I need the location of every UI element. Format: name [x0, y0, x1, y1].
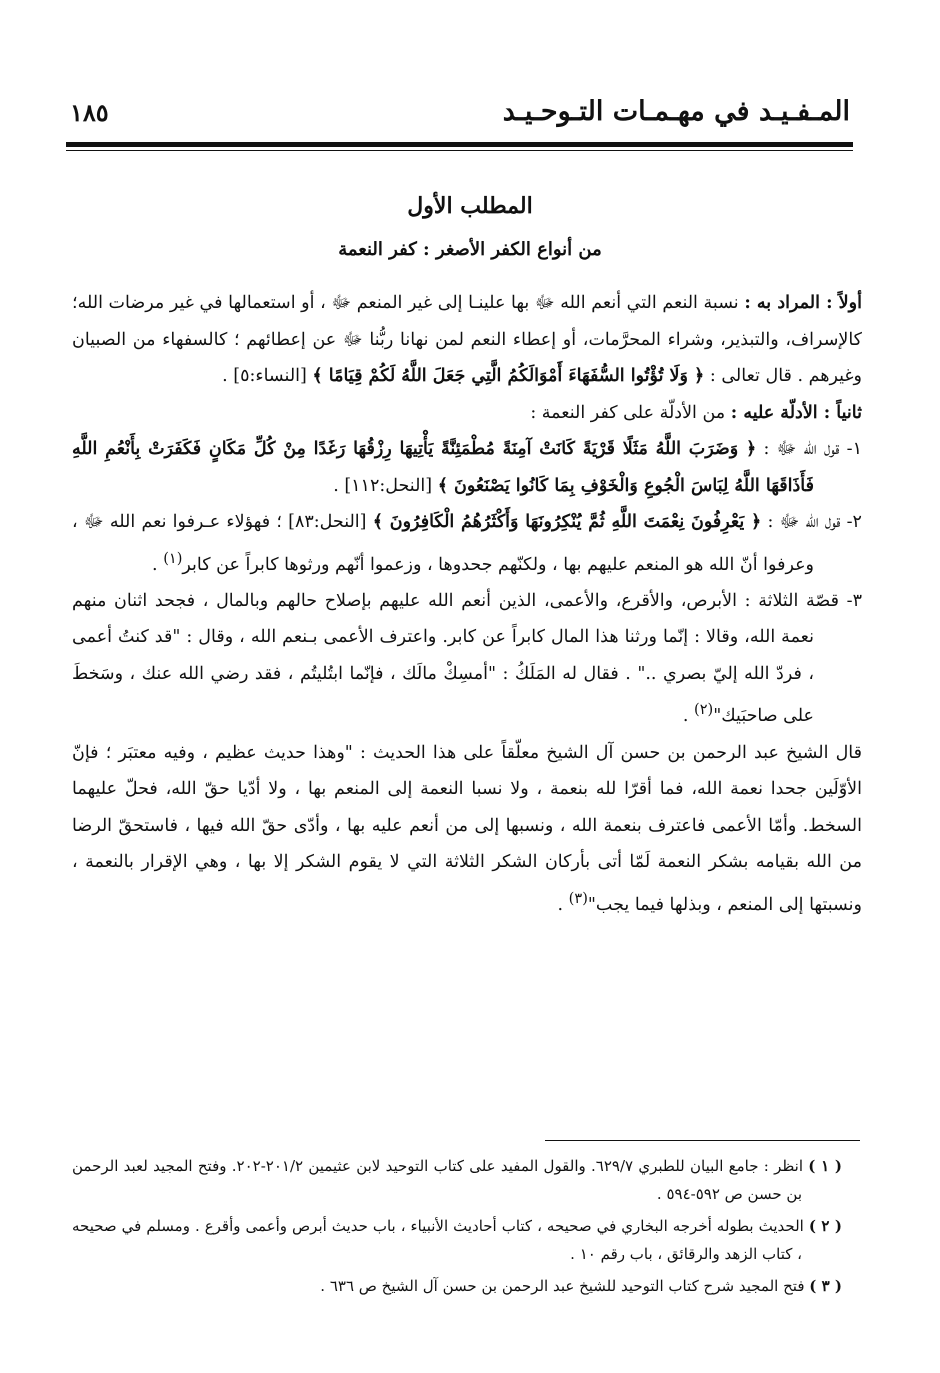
footnote-marker[interactable]: (١): [163, 549, 183, 567]
footnote-marker[interactable]: (٢): [694, 701, 714, 719]
footnote-2: [72, 1212, 842, 1268]
footnote-text: الحديث بطوله أخرجه البخاري في صحيحه ، كتاب أحاديث الأنبياء ، باب حديث أبرص وأعمى وأقرع . ومسلم في صحيحه ، كتاب الزهد والرقائق ، باب رقم ١٠ .: [72, 1217, 804, 1263]
evidence-item-2: [72, 504, 862, 583]
evidence-intro-text: من الأدلّة على كفر النعمة :: [530, 402, 726, 423]
verse-reference: [النحل:٨٣] ؛: [276, 512, 367, 532]
item-text: قول الله ﷻ :: [767, 512, 841, 532]
header-rule-thin: [66, 150, 853, 151]
commentary-end: .: [557, 894, 569, 915]
item-number: ١-: [846, 439, 862, 459]
paragraph-commentary: [72, 735, 862, 923]
section-subtitle: من أنواع الكفر الأصغر : كفر النعمة: [338, 239, 602, 260]
header-rule-thick: [66, 142, 853, 147]
footnote-separator: [545, 1140, 860, 1141]
quran-verse: ﴿ يَعْرِفُونَ نِعْمَتَ اللَّهِ ثُمَّ يُنْكِرُونَهَا وَأَكْثَرُهُمُ الْكَافِرُونَ ﴾: [372, 512, 762, 532]
item-text: قول الله ﷻ :: [763, 439, 840, 459]
section-title: المطلب الأول: [407, 193, 533, 219]
footnote-marker[interactable]: (٣): [568, 889, 588, 907]
paragraph-evidence-intro: [72, 395, 862, 432]
item-number: ٢-: [846, 512, 862, 532]
item-end: .: [682, 706, 695, 727]
page-number: ١٨٥: [70, 98, 109, 127]
footnote-3: [72, 1272, 842, 1300]
evidence-item-1: [72, 431, 862, 504]
verse-reference: [النحل:١١٢] .: [333, 475, 433, 496]
item-text-continued: فهؤلاء عـرفوا نعم الله ﷻ ، وعرفوا أنّ الله هو المنعم عليهم بها ، ولكنّهم جحدوها ، وزعموا أنّهم ورثوها كابراً عن كابر: [72, 512, 814, 575]
item-number: ٣-: [846, 590, 862, 611]
running-title: المـفـيـد في مهـمـات التـوحـيـد: [502, 96, 850, 127]
item-text: قصّة الثلاثة : الأبرص، والأقرع، والأعمى، الذين أنعم الله عليهم بإصلاح حالهم وبالمال ، فجحد اثنان منهم نعمة الله، وقالا : إنّما ورثنا هذا المال كابراً عن كابر. واعترف الأعمى بـنعم الله ، وقال : "قد كنتُ أعمى ، فردّ الله إليّ بصري .." . فقال له المَلَكُ : "أمسِكْ مالَك ، فإنّما ابتُليتُم ، فقد رضي الله عنك ، وسَخطَ على صاحبَيك": [72, 590, 839, 727]
footnote-1: [72, 1152, 842, 1208]
footnote-text: انظر : جامع البيان للطبري ٦٢٩/٧. والقول المفيد على كتاب التوحيد لابن عثيمين ٢٠١/٢-٢٠٢. وفتح المجيد لعبد الرحمن بن حسن ص ٥٩٢-٥٩٤ .: [72, 1157, 803, 1203]
verse-reference: [النساء:٥] .: [222, 366, 307, 386]
footnote-number: ( ٣ ): [809, 1277, 842, 1295]
footnotes: [72, 1152, 842, 1304]
evidence-item-3: [72, 583, 862, 735]
footnote-number: ( ٢ ): [808, 1217, 842, 1235]
quran-verse: ﴿ وَضَرَبَ اللَّهُ مَثَلًا قَرْيَةً كَانَتْ آمِنَةً مُطْمَئِنَّةً يَأْتِيهَا رِزْقُهَا رَغَدًا مِنْ كُلِّ مَكَانٍ فَكَفَرَتْ بِأَنْعُمِ اللَّهِ فَأَذَاقَهَا اللَّهُ لِبَاسَ الْجُوعِ وَالْخَوْفِ بِمَا كَانُوا يَصْنَعُونَ ﴾: [72, 439, 814, 496]
footnote-text: فتح المجيد شرح كتاب التوحيد للشيخ عبد الرحمن بن حسن آل الشيخ ص ٦٣٦ .: [320, 1277, 805, 1295]
page-header: [70, 96, 850, 136]
evidence-heading: ثانياً : الأدلّة عليه :: [730, 402, 862, 423]
item-end: .: [152, 554, 164, 575]
commentary-text: قال الشيخ عبد الرحمن بن حسن آل الشيخ معلّقاً على هذا الحديث : "وهذا حديث عظيم ، وفيه معتبَر ؛ فإنّ الأوّلَين جحدا نعمة الله، فما أقرّا لله بنعمة ، ولا نسبا النعمة إلى المنعم بها ، ولا أدّيا حقّ الله، فحلّ عليهما السخط. وأمّا الأعمى فاعترف بنعمة الله ، ونسبها إلى من أنعم عليه بها ، وأدّى حقّ الله فيها ، فاستحقّ الرضا من الله بقيامه بشكر النعمة لَمّا أتى بأركان الشكر الثلاثة التي لا يقوم الشكر إلا بها ، وهي الإقرار بالنعمة ، ونسبتها إلى المنعم ، وبذلها فيما يجب": [72, 742, 862, 915]
definition-heading: أولاً : المراد به :: [744, 293, 862, 313]
paragraph-definition: [72, 285, 862, 395]
quran-verse: ﴿ وَلَا تُؤْتُوا السُّفَهَاءَ أَمْوَالَكُمُ الَّتِي جَعَلَ اللَّهُ لَكُمْ قِيَامًا ﴾: [312, 366, 705, 386]
main-text: [72, 285, 862, 923]
footnote-number: ( ١ ): [808, 1157, 842, 1175]
definition-text: نسبة النعم التي أنعم الله ﷻ بها علينـا إلى غير المنعم ﷻ ، أو استعمالها في غير مرضات الله؛ كالإسراف، والتبذير، وشراء المحرَّمات، أو إعطاء النعم لمن نهانا ربُّنا ﷻ عن إعطائهم ؛ كالسفهاء من الصبيان وغيرهم . قال تعالى :: [72, 293, 862, 386]
